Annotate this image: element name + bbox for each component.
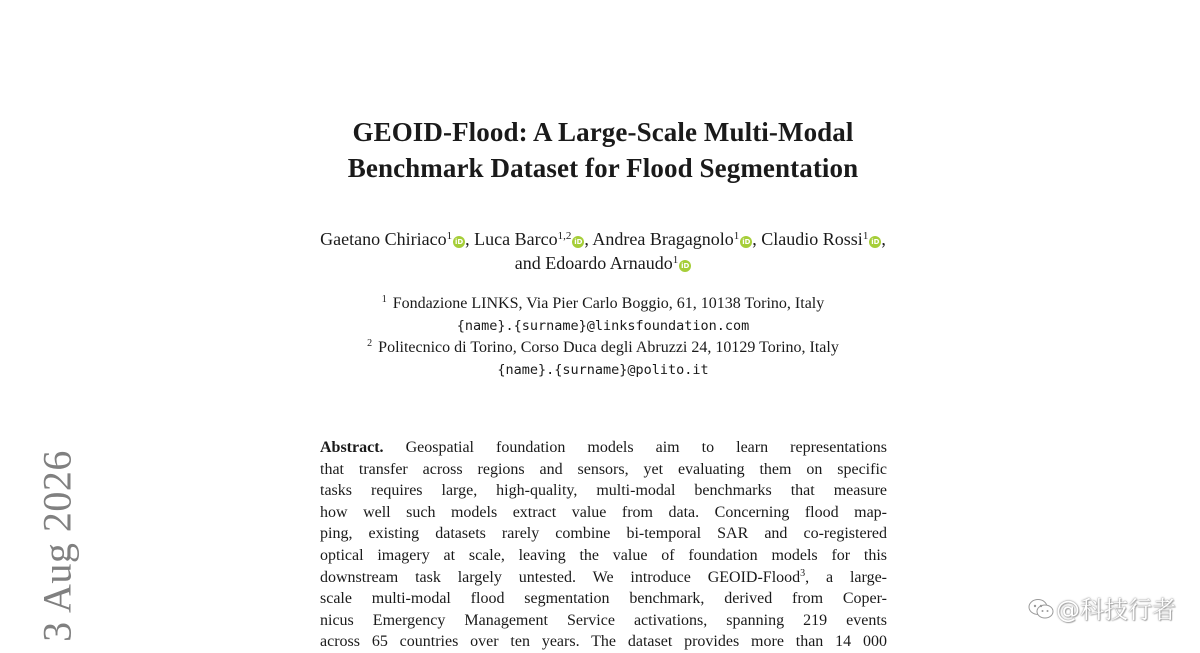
orcid-icon[interactable]: iD (455, 238, 464, 246)
author-name: Luca Barco (474, 229, 558, 249)
abstract-text: downstream task largely untested. We introduce GEOID-Flood (320, 568, 801, 586)
abstract-line: across 65 countries over ten years. The dataset provides more than 14 000 (320, 633, 887, 651)
abstract-line: optical imagery at scale, leaving the value of foundation models for this (320, 546, 887, 564)
author-separator: , (465, 229, 475, 249)
author-affiliation-mark: 1 (446, 230, 453, 242)
abstract (320, 437, 887, 653)
affiliation-text: Politecnico di Torino, Corso Duca degli Abruzzi 24, 10129 Torino, Italy (378, 339, 839, 356)
orcid-icon[interactable]: iD (871, 238, 880, 246)
abstract-line (320, 567, 887, 589)
arxiv-date-stamp: 3 Aug 2026 (34, 450, 80, 642)
author-affiliation-mark: 1,2 (557, 230, 572, 242)
author-name: Andrea Bragagnolo (592, 229, 734, 249)
author-line-2 (0, 251, 1200, 275)
affiliation-2 (0, 337, 1200, 381)
abstract-line (320, 437, 887, 459)
affiliation-1 (0, 293, 1200, 337)
abstract-line: scale multi-modal flood segmentation benchmark, derived from Coper- (320, 590, 887, 608)
abstract-line: that transfer across regions and sensors, yet evaluating them on specific (320, 460, 887, 478)
author-separator: , (752, 229, 762, 249)
abstract-line: tasks requires large, high-quality, multi-modal benchmarks that measure (320, 482, 887, 500)
affiliation-text: Fondazione LINKS, Via Pier Carlo Boggio, 61, 10138 Torino, Italy (392, 295, 825, 312)
author-list (0, 227, 1200, 275)
affiliation-email[interactable]: {name}.{surname}@linksfoundation.com (456, 318, 750, 334)
author-name: Claudio Rossi (761, 229, 863, 249)
author-affiliation-mark: 1 (672, 254, 679, 266)
author-name: Gaetano Chiriaco (320, 229, 447, 249)
author-affiliation-mark: 1 (733, 230, 740, 242)
abstract-text: Geospatial foundation models aim to learn representations (383, 439, 887, 456)
wechat-icon (1028, 598, 1054, 620)
paper-title (0, 114, 1200, 186)
abstract-line: how well such models extract value from data. Concerning flood map- (320, 503, 887, 521)
watermark-text: @科技行者 (1056, 596, 1176, 624)
author-name: and Edoardo Arnaudo (514, 253, 673, 273)
abstract-line: nicus Emergency Management Service activations, spanning 219 events (320, 611, 887, 629)
abstract-line: ping, existing datasets rarely combine bi-temporal SAR and co-registered (320, 525, 887, 543)
orcid-icon[interactable]: iD (574, 238, 583, 246)
affiliation-number: 2 (367, 338, 373, 349)
orcid-icon[interactable]: iD (742, 238, 751, 246)
title-line-1: GEOID-Flood: A Large-Scale Multi-Modal (352, 117, 854, 147)
author-separator: , (881, 229, 886, 249)
orcid-icon[interactable]: iD (681, 262, 690, 270)
affiliation-number: 1 (381, 294, 387, 305)
author-affiliation-mark: 1 (862, 230, 869, 242)
abstract-text: , a large- (805, 568, 887, 586)
affiliation-email[interactable]: {name}.{surname}@polito.it (497, 362, 709, 378)
title-line-2: Benchmark Dataset for Flood Segmentation (347, 153, 859, 183)
author-separator: , (584, 229, 593, 249)
footnote-mark[interactable]: 3 (800, 567, 806, 579)
abstract-label: Abstract. (320, 439, 384, 456)
author-line-1 (0, 227, 1200, 251)
watermark (1028, 590, 1176, 625)
